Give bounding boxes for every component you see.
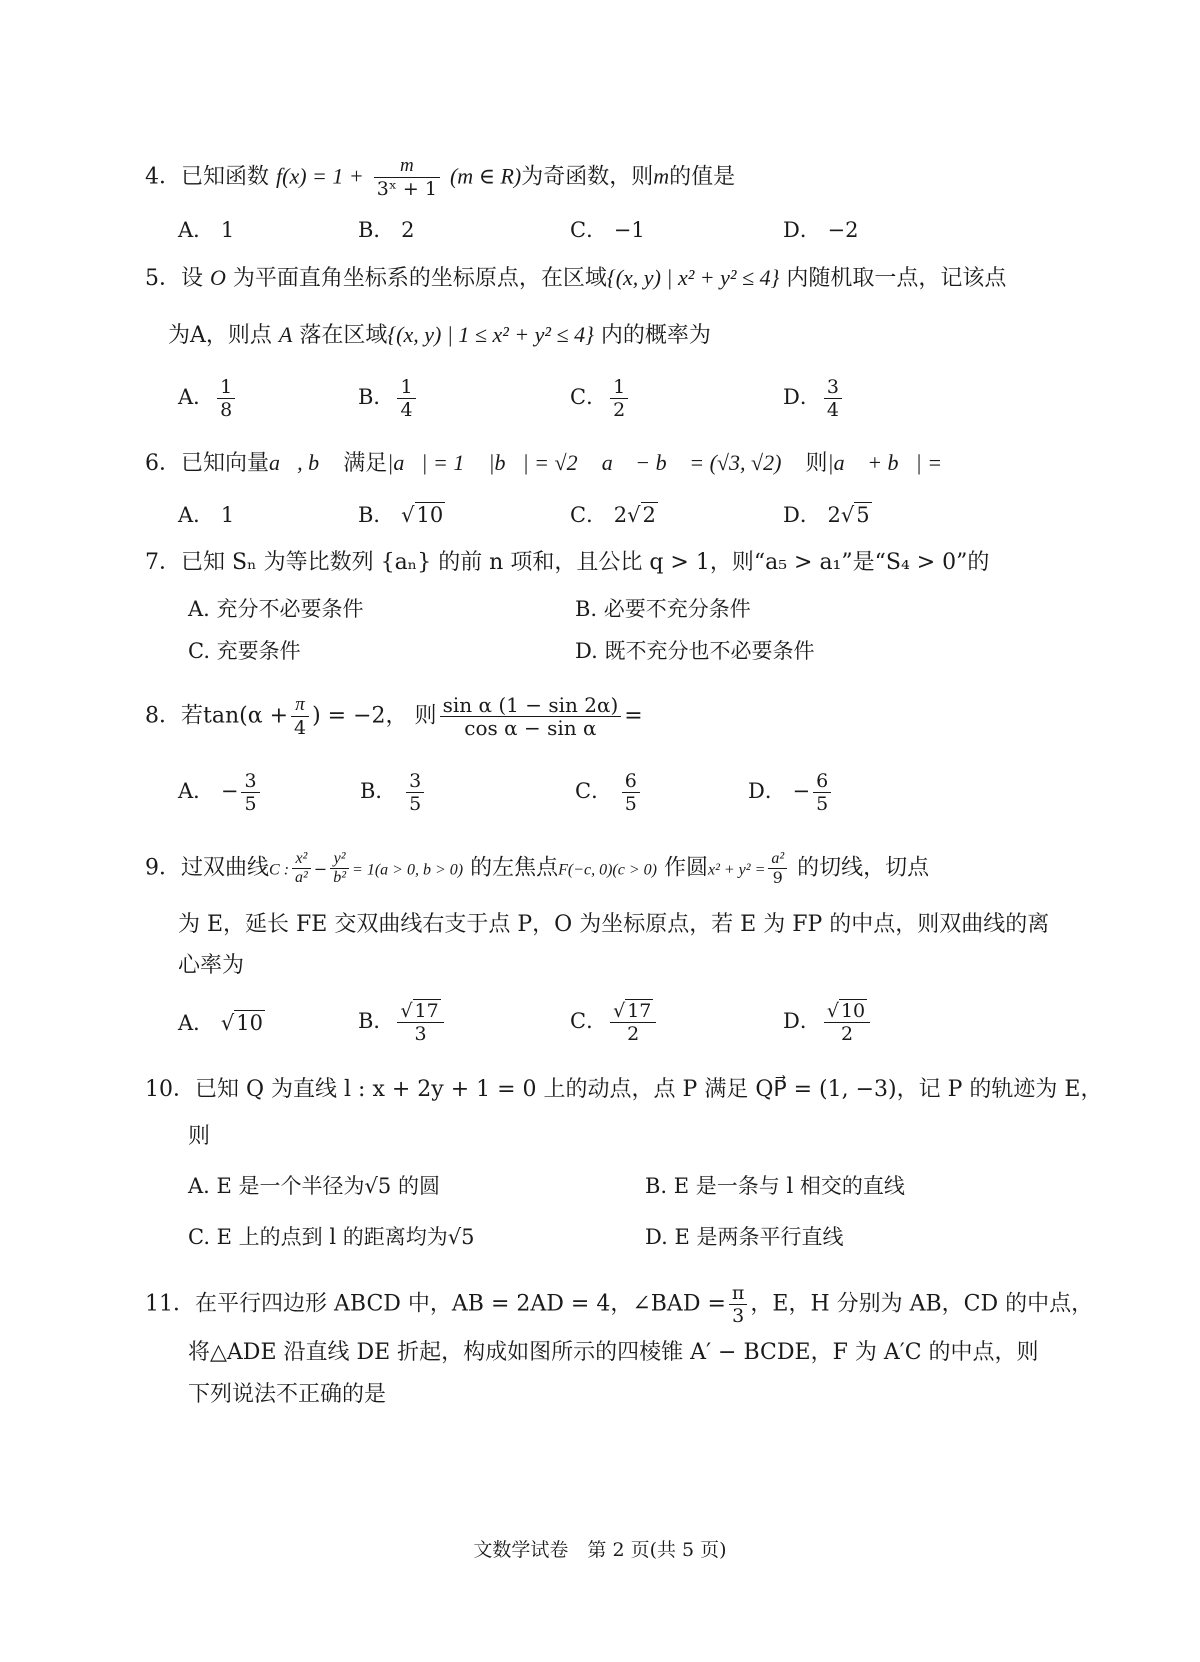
q6-text-b: 满足 [343,451,388,476]
q8-text-b: 则 [414,703,437,729]
q8-tan-b: ) = −2， [312,703,408,729]
q8-option-b-den: 5 [409,793,422,815]
q4-fraction [374,155,440,200]
q8-option-a-num: 3 [241,770,259,793]
q8-option-d-num: 6 [813,770,831,793]
q4-stem [145,155,735,200]
q8-equals: = [624,703,643,729]
q8-option-c [575,770,643,815]
q5-number: 5． [145,266,181,291]
q9-option-c-radicand: 17 [627,1000,652,1022]
q10-text: 已知 Q 为直线 l : x + 2y + 1 = 0 上的动点，点 P 满足 QP⃗ = (1, −3)，记 P 的轨迹为 E， [195,1077,1103,1102]
q8-option-a-frac [241,770,259,815]
q8-number: 8． [145,703,181,729]
q4-frac-num: m [374,155,440,178]
q6-option-c [570,500,658,530]
q6-option-a [178,500,234,530]
q8-option-c-label: C． [575,779,613,803]
q6-cond-1: |a⃗| = 1， [387,450,482,475]
q8-option-a-label: A． [178,779,215,803]
q11-line-2: 将△ADE 沿直线 DE 折起，构成如图所示的四棱锥 A′ − BCDE，F 为 A′C 的中点，则 [188,1340,1039,1365]
q6-cond-2: |b⃗| = √2， [488,450,595,475]
q8-four: 4 [294,717,307,739]
q6-option-d-label: D． [783,503,821,527]
q9-option-c-den: 2 [627,1023,640,1045]
q10-option-c: C. E 上的点到 l 的距离均为√5 [188,1225,475,1249]
q6-number: 6． [145,451,181,476]
q8-option-d-den: 5 [816,793,829,815]
q5-option-c-frac [610,376,628,421]
q8-option-c-den: 5 [624,793,637,815]
q4-var: m [653,163,670,189]
q5-option-a-frac [217,376,235,421]
q6-option-a-label: A． [178,503,215,527]
q5-option-d-frac [824,376,842,421]
q8-option-d-label: D． [748,779,786,803]
q6-option-d-coef: 2 [827,503,841,527]
q9-circle-num: a² [768,850,787,869]
q9-option-c-label: C． [570,1009,608,1033]
q9-option-b-radicand: 17 [414,1000,439,1022]
q8-option-a-sign: − [220,779,239,803]
q9-text-a: 过双曲线 [181,855,270,881]
q5-option-a-num: 1 [220,376,233,398]
q8-pi: π [291,694,309,717]
q5-option-c-num: 1 [613,376,626,398]
q9-option-d-den: 2 [840,1023,854,1045]
q5-option-c-label: C． [570,385,608,409]
q9-option-d [783,1000,873,1045]
q9-option-b-den: 3 [414,1023,427,1045]
q5-option-d-den: 4 [824,398,842,421]
q5-option-c [570,376,631,421]
q9-option-c-num [610,1000,656,1023]
q9-option-a-sqrt: √10 [220,1011,263,1035]
q10-line-2: 则 [188,1124,211,1149]
q9-option-b-num [397,1000,443,1023]
q10-line-1 [145,1075,1102,1105]
q5-option-b-frac [397,376,415,421]
q5-point-a: A [278,322,293,347]
q10-option-b: B. E 是一条与 l 相交的直线 [645,1174,905,1198]
q9-line-1 [145,850,929,887]
q9-minus: − [313,859,328,879]
q5-option-a-label: A． [178,385,215,409]
q10-option-a: A. E 是一个半径为√5 的圆 [188,1174,440,1198]
q4-text-a: 已知函数 [181,164,270,190]
q5-line-2 [168,320,711,351]
q5-set-2: {(x, y) | 1 ≤ x² + y² ≤ 4} [387,322,594,347]
q9-circle: x² + y² = [707,861,766,879]
q4-option-c: C． −1 [570,218,645,242]
q8-pi-frac [291,694,309,739]
q6-option-b-label: B． [358,503,395,527]
q4-option-d: D． −2 [783,218,859,242]
q7-option-b: B. 必要不充分条件 [575,597,751,621]
q9-circle-den: 9 [772,868,783,887]
q8-option-b-frac [406,770,424,815]
q5-text-b: 为平面直角坐标系的坐标原点，在区域 [232,266,607,291]
q9-curve-name: C : [269,861,290,879]
q9-y-frac [330,850,349,887]
q5-option-a [178,376,238,421]
q6-option-c-coef: 2 [613,503,628,527]
q5-option-b-label: B． [358,385,395,409]
q9-b2: b² [333,869,347,886]
q9-x-frac [292,850,311,887]
q9-option-d-num [824,1000,870,1023]
q4-text-b: 为奇函数，则 [521,164,654,190]
q9-option-a-label: A． [178,1011,215,1035]
q5-option-b [358,376,419,421]
q5-text-a: 设 [181,266,204,291]
q6-option-c-label: C． [570,503,608,527]
q5-origin: O [210,265,226,290]
q11-angle-frac [729,1282,748,1327]
q9-option-d-label: D． [783,1009,821,1033]
q9-circle-frac [768,850,787,887]
q11-line-3: 下列说法不正确的是 [188,1382,387,1407]
q6-option-b [358,500,445,530]
q4-text-c: 的值是 [669,164,736,190]
q8-option-b-num: 3 [406,770,424,793]
q11-three: 3 [732,1305,745,1327]
q5-text-f: 内的概率为 [600,323,711,348]
q4-option-a: A． 1 [178,218,235,242]
q9-focus: F(−c, 0)(c > 0) [558,861,657,879]
q9-option-c-frac [610,1000,656,1045]
q9-y2: y² [330,850,349,869]
q7-stem [145,548,989,578]
q9-x2: x² [292,850,311,869]
q9-line-2: 为 E，延长 FE 交双曲线右支于点 P，O 为坐标原点，若 E 为 FP 的中点，则双曲线的离 [178,912,1050,937]
q6-option-a-value: 1 [220,503,235,527]
q4-frac-den: 3ˣ + 1 [376,178,437,200]
q8-stem [145,694,643,739]
q9-option-b-frac [397,1000,443,1045]
page-footer: 文数学试卷 第 2 页(共 5 页) [473,1539,727,1561]
q5-text-c: 内随机取一点，记该点 [786,266,1007,291]
q6-option-d-sqrt: √5 [840,503,870,527]
q9-a2: a² [295,869,308,886]
q10-number: 10． [145,1077,195,1102]
q6-option-c-radicand: 2 [642,503,656,527]
q6-option-d [783,500,872,530]
q9-text-d: 的切线，切点 [797,855,930,881]
q11-text-b: ，E，H 分别为 AB，CD 的中点， [750,1291,1094,1317]
q9-option-a-radicand: 10 [236,1011,263,1035]
q9-number: 9． [145,855,181,881]
q9-option-c-sqrt: √ 17 [613,1000,652,1022]
q5-line-1 [145,263,1006,294]
q6-ask: |a⃗ + b⃗| = [827,450,943,475]
q8-option-d-frac [813,770,831,815]
q6-cond-3: a⃗ − b⃗ = (√3, √2)， [601,450,799,475]
q9-option-b [358,1000,447,1045]
q8-option-a-den: 5 [244,793,257,815]
q6-stem [145,448,942,479]
q11-pi: π [729,1282,748,1305]
q9-option-a [178,1008,265,1038]
q8-big-frac [440,694,622,739]
q9-option-b-sqrt: √ 17 [400,1000,439,1022]
q10-option-d: D. E 是两条平行直线 [645,1225,844,1249]
q9-option-d-sqrt: √ 10 [826,1000,866,1022]
q8-big-den: cos α − sin α [464,716,597,740]
q6-option-c-sqrt: √2 [627,503,656,527]
q6-vectors: a⃗, b⃗ [269,450,337,475]
q5-text-d: 为A，则点 [168,323,272,348]
q6-text-c: 则 [805,451,828,476]
q8-option-d [748,770,834,815]
q5-option-c-den: 2 [610,398,628,421]
q4-number: 4． [145,164,181,190]
q6-option-b-radicand: 10 [416,503,444,527]
q7-option-a: A. 充分不必要条件 [188,597,364,621]
q7-number: 7． [145,550,181,575]
q11-number: 11． [145,1291,195,1317]
q6-option-b-sqrt: √10 [401,503,444,527]
q4-option-b: B． 2 [358,218,415,242]
q5-option-d [783,376,845,421]
q5-set-1: {(x, y) | x² + y² ≤ 4} [606,265,780,290]
q5-option-d-num: 3 [826,376,839,398]
q5-option-d-label: D． [783,385,821,409]
q9-condition: = 1(a > 0, b > 0) [352,861,464,879]
q9-text-c: 作圆 [663,855,708,881]
q5-option-b-num: 1 [400,376,413,398]
q11-text-a: 在平行四边形 ABCD 中，AB = 2AD = 4，∠BAD = [195,1291,726,1317]
q8-text-a: 若 [181,703,204,729]
q8-option-b-label: B． [360,779,397,803]
q7-option-c: C. 充要条件 [188,639,301,663]
q9-option-c [570,1000,659,1045]
q7-text: 已知 Sₙ 为等比数列 {aₙ} 的前 n 项和，且公比 q > 1，则“a₅ > a₁”是“S₄ > 0”的 [181,550,990,575]
q9-line-3: 心率为 [178,953,245,978]
q8-tan-a: tan(α + [203,703,289,729]
q6-text-a: 已知向量 [181,451,270,476]
q9-option-d-radicand: 10 [840,1000,866,1022]
q9-option-d-frac [824,1000,870,1045]
q9-option-b-label: B． [358,1009,395,1033]
q5-option-b-den: 4 [397,398,415,421]
q8-option-a [178,770,263,815]
q8-option-d-sign: − [792,779,811,803]
q5-option-a-den: 8 [217,398,235,421]
q4-function: f(x) = 1 + [276,163,364,189]
q8-option-b [360,770,427,815]
q6-option-d-radicand: 5 [856,503,870,527]
q11-line-1 [145,1282,1093,1327]
q7-option-d: D. 既不充分也不必要条件 [575,639,815,663]
q4-condition: (m ∈ R) [449,163,522,189]
q8-option-c-frac [622,770,640,815]
q5-text-e: 落在区域 [299,323,388,348]
q8-option-c-num: 6 [622,770,640,793]
q9-text-b: 的左焦点 [470,855,559,881]
q8-big-num: sin α (1 − sin 2α) [440,694,622,717]
